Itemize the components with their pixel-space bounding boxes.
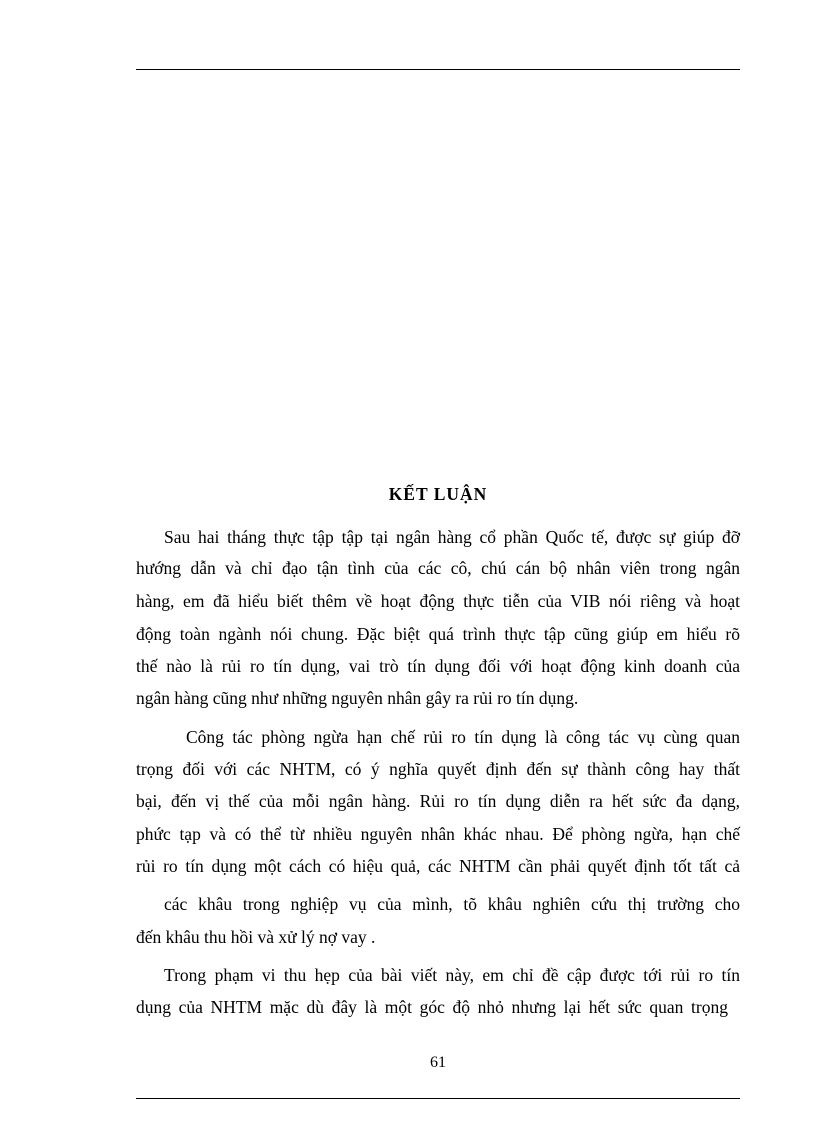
- paragraph-line: Sau hai tháng thực tập tập tại ngân hàng cổ phần Quốc tế, được sự giúp đỡ: [164, 527, 740, 547]
- paragraph-line: Công tác phòng ngừa hạn chế rủi ro tín dụng là công tác vụ cùng quan: [186, 727, 740, 747]
- paragraph-line: ngân hàng cũng như những nguyên nhân gây ra rủi ro tín dụng.: [136, 688, 579, 708]
- paragraph-line: trọng đối với các NHTM, có ý nghĩa quyết định đến sự thành công hay thất: [136, 759, 740, 779]
- paragraph-line: các khâu trong nghiệp vụ của mình, tõ khâu nghiên cứu thị trường cho: [164, 894, 740, 914]
- paragraph-line: dụng của NHTM mặc dù đây là một góc độ nhỏ nhưng lại hết sức quan trọng: [136, 997, 728, 1017]
- paragraph-line: bại, đến vị thế của mỗi ngân hàng. Rủi ro tín dụng diễn ra hết sức đa dạng,: [136, 791, 740, 811]
- paragraph-line: thế nào là rủi ro tín dụng, vai trò tín dụng đối với hoạt động kinh doanh của: [136, 656, 740, 676]
- paragraph-line: đến khâu thu hồi và xử lý nợ vay .: [136, 927, 376, 947]
- paragraph-line: Trong phạm vi thu hẹp của bài viết này, em chỉ đề cập được tới rủi ro tín: [164, 965, 740, 985]
- page-number: 61: [430, 1054, 446, 1071]
- paragraph-line: hàng, em đã hiểu biết thêm về hoạt động thực tiễn của VIB nói riêng và hoạt: [136, 591, 740, 611]
- footer-rule: [136, 1098, 740, 1099]
- paragraph-line: động toàn ngành nói chung. Đặc biệt quá trình thực tập cũng giúp em hiểu rõ: [136, 624, 740, 644]
- header-rule: [136, 69, 740, 70]
- paragraph-line: phức tạp và có thể từ nhiều nguyên nhân khác nhau. Để phòng ngừa, hạn chế: [136, 824, 740, 844]
- paragraph-line: rủi ro tín dụng một cách có hiệu quả, các NHTM cần phải quyết định tốt tất cả: [136, 856, 740, 876]
- paragraph-line: hướng dẫn và chỉ đạo tận tình của các cô, chú cán bộ nhân viên trong ngân: [136, 558, 740, 578]
- page-title: KẾT LUẬN: [388, 484, 488, 504]
